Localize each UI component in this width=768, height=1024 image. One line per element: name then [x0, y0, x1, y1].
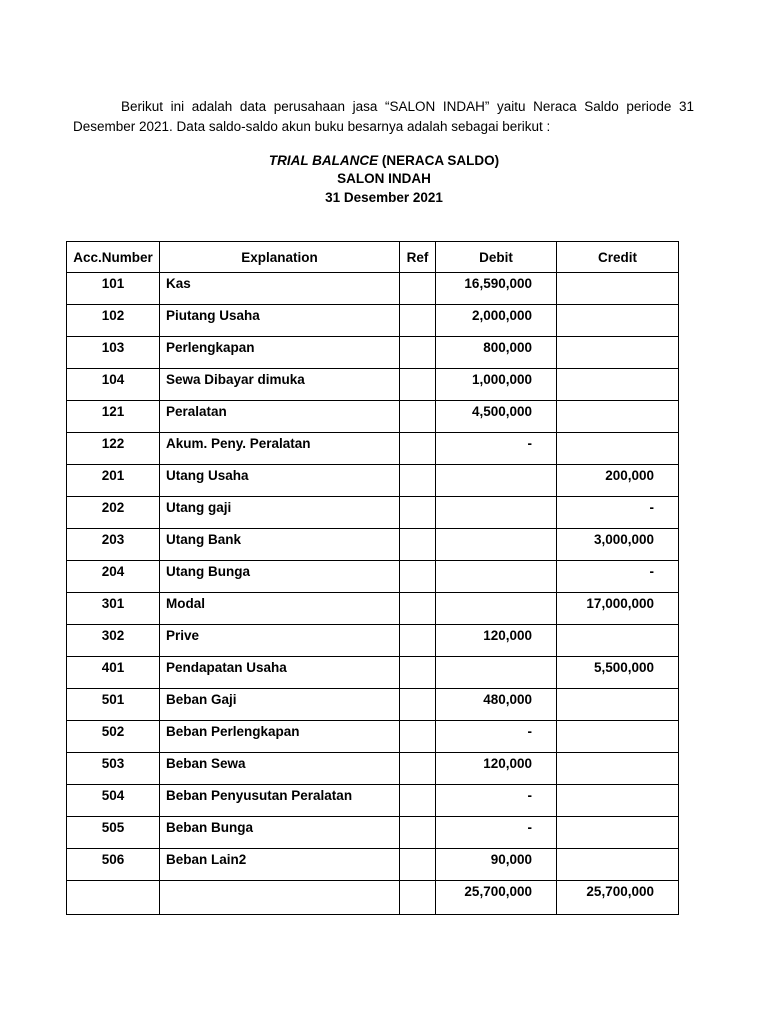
header-acc-number: Acc.Number — [67, 242, 160, 273]
cell-explanation: Akum. Peny. Peralatan — [160, 433, 400, 465]
table-row — [67, 465, 679, 497]
table-row — [67, 785, 679, 817]
cell-credit — [557, 817, 679, 849]
cell-credit: 17,000,000 — [557, 593, 679, 625]
cell-ref — [400, 273, 436, 305]
cell-debit: 4,500,000 — [436, 401, 557, 433]
cell-explanation: Sewa Dibayar dimuka — [160, 369, 400, 401]
table-row — [67, 721, 679, 753]
cell-debit: - — [436, 817, 557, 849]
cell-ref — [400, 817, 436, 849]
cell-explanation — [160, 881, 400, 915]
cell-explanation: Beban Bunga — [160, 817, 400, 849]
cell-debit — [436, 593, 557, 625]
cell-ref — [400, 881, 436, 915]
cell-debit: 120,000 — [436, 753, 557, 785]
cell-explanation: Kas — [160, 273, 400, 305]
cell-ref — [400, 593, 436, 625]
cell-explanation: Beban Lain2 — [160, 849, 400, 881]
cell-acc-number: 503 — [67, 753, 160, 785]
trial-balance-table — [66, 241, 679, 915]
cell-ref — [400, 337, 436, 369]
cell-ref — [400, 465, 436, 497]
cell-explanation: Utang Bunga — [160, 561, 400, 593]
cell-credit — [557, 433, 679, 465]
cell-credit — [557, 273, 679, 305]
cell-acc-number: 501 — [67, 689, 160, 721]
cell-ref — [400, 689, 436, 721]
cell-ref — [400, 529, 436, 561]
table-row — [67, 817, 679, 849]
header-credit: Credit — [557, 242, 679, 273]
cell-explanation: Beban Gaji — [160, 689, 400, 721]
table-row — [67, 657, 679, 689]
cell-acc-number: 103 — [67, 337, 160, 369]
table-row — [67, 305, 679, 337]
table-header-row — [67, 242, 679, 273]
title-rest: (NERACA SALDO) — [378, 153, 500, 168]
cell-credit — [557, 305, 679, 337]
cell-acc-number: 201 — [67, 465, 160, 497]
table-row — [67, 433, 679, 465]
cell-ref — [400, 369, 436, 401]
cell-explanation: Pendapatan Usaha — [160, 657, 400, 689]
cell-explanation: Piutang Usaha — [160, 305, 400, 337]
cell-debit — [436, 561, 557, 593]
cell-acc-number: 104 — [67, 369, 160, 401]
cell-acc-number: 401 — [67, 657, 160, 689]
table-row — [67, 273, 679, 305]
table-row — [67, 561, 679, 593]
table-row — [67, 753, 679, 785]
cell-explanation: Beban Perlengkapan — [160, 721, 400, 753]
cell-debit: - — [436, 721, 557, 753]
cell-credit — [557, 689, 679, 721]
cell-ref — [400, 433, 436, 465]
cell-debit — [436, 657, 557, 689]
cell-credit: 5,500,000 — [557, 657, 679, 689]
cell-credit: - — [557, 561, 679, 593]
cell-explanation: Utang Bank — [160, 529, 400, 561]
cell-credit — [557, 401, 679, 433]
cell-debit: 90,000 — [436, 849, 557, 881]
cell-acc-number: 204 — [67, 561, 160, 593]
cell-debit — [436, 465, 557, 497]
cell-credit — [557, 721, 679, 753]
cell-debit: 800,000 — [436, 337, 557, 369]
company-name: SALON INDAH — [337, 171, 431, 186]
cell-explanation: Modal — [160, 593, 400, 625]
cell-acc-number: 122 — [67, 433, 160, 465]
table-row — [67, 369, 679, 401]
cell-explanation: Perlengkapan — [160, 337, 400, 369]
cell-acc-number: 301 — [67, 593, 160, 625]
table-row — [67, 593, 679, 625]
trial-balance-title — [0, 153, 768, 168]
table-body — [67, 273, 679, 915]
cell-ref — [400, 849, 436, 881]
cell-credit — [557, 337, 679, 369]
table-row — [67, 529, 679, 561]
total-row — [67, 881, 679, 915]
cell-explanation: Peralatan — [160, 401, 400, 433]
header-explanation: Explanation — [160, 242, 400, 273]
cell-ref — [400, 561, 436, 593]
table-row — [67, 337, 679, 369]
cell-credit — [557, 369, 679, 401]
cell-explanation: Utang Usaha — [160, 465, 400, 497]
cell-debit: - — [436, 785, 557, 817]
cell-ref — [400, 625, 436, 657]
table-row — [67, 625, 679, 657]
cell-debit: 16,590,000 — [436, 273, 557, 305]
cell-acc-number: 504 — [67, 785, 160, 817]
total-debit: 25,700,000 — [436, 881, 557, 915]
cell-debit: 2,000,000 — [436, 305, 557, 337]
cell-credit — [557, 753, 679, 785]
cell-ref — [400, 785, 436, 817]
cell-ref — [400, 753, 436, 785]
cell-acc-number: 121 — [67, 401, 160, 433]
cell-credit: - — [557, 497, 679, 529]
cell-debit: 120,000 — [436, 625, 557, 657]
cell-credit — [557, 625, 679, 657]
cell-acc-number: 101 — [67, 273, 160, 305]
cell-acc-number: 202 — [67, 497, 160, 529]
balance-date: 31 Desember 2021 — [325, 190, 443, 205]
cell-explanation: Prive — [160, 625, 400, 657]
cell-ref — [400, 497, 436, 529]
cell-acc-number: 506 — [67, 849, 160, 881]
cell-credit: 3,000,000 — [557, 529, 679, 561]
intro-paragraph: Berikut ini adalah data perusahaan jasa “SALON INDAH” yaitu Neraca Saldo periode 31 Desember 2021. Data saldo-saldo akun buku besarnya adalah sebagai berikut : — [73, 99, 694, 134]
table-row — [67, 689, 679, 721]
cell-ref — [400, 305, 436, 337]
cell-explanation: Beban Penyusutan Peralatan — [160, 785, 400, 817]
cell-ref — [400, 401, 436, 433]
cell-debit: 1,000,000 — [436, 369, 557, 401]
cell-acc-number: 502 — [67, 721, 160, 753]
cell-debit — [436, 529, 557, 561]
cell-acc-number: 505 — [67, 817, 160, 849]
cell-debit: 480,000 — [436, 689, 557, 721]
total-credit: 25,700,000 — [557, 881, 679, 915]
cell-ref — [400, 657, 436, 689]
cell-acc-number: 102 — [67, 305, 160, 337]
cell-acc-number — [67, 881, 160, 915]
cell-acc-number: 203 — [67, 529, 160, 561]
cell-explanation: Beban Sewa — [160, 753, 400, 785]
title-italic: TRIAL BALANCE — [268, 153, 379, 168]
table-row — [67, 849, 679, 881]
table-row — [67, 401, 679, 433]
cell-debit — [436, 497, 557, 529]
table-row — [67, 497, 679, 529]
cell-ref — [400, 721, 436, 753]
cell-credit: 200,000 — [557, 465, 679, 497]
cell-debit: - — [436, 433, 557, 465]
cell-acc-number: 302 — [67, 625, 160, 657]
cell-explanation: Utang gaji — [160, 497, 400, 529]
header-debit: Debit — [436, 242, 557, 273]
cell-credit — [557, 849, 679, 881]
header-ref: Ref — [400, 242, 436, 273]
cell-credit — [557, 785, 679, 817]
